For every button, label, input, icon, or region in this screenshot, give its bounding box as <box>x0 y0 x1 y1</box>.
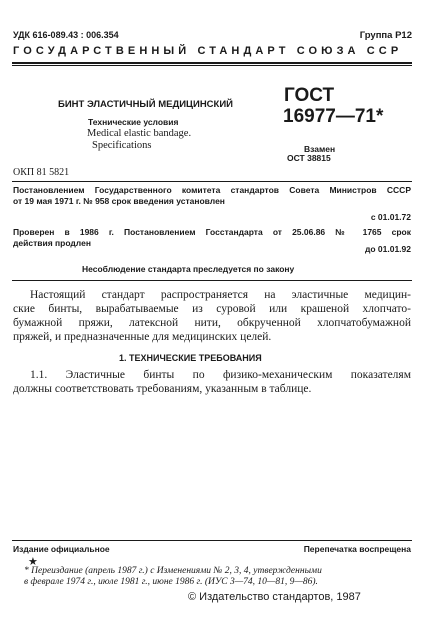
gost-label: ГОСТ <box>284 85 335 106</box>
reprint-notice: Перепечатка воспрещена <box>303 544 411 554</box>
state-standard-heading: ГОСУДАРСТВЕННЫЙ СТАНДАРТ СОЮЗА ССР <box>13 45 403 57</box>
section-line-2: должны соответствовать требованиям, указанным в таблице. <box>13 383 312 395</box>
intro-line-1: Настоящий стандарт распространяется на эластичные медицин- <box>30 289 411 301</box>
header-rule-thin <box>12 65 412 66</box>
header-rule-thick <box>12 62 412 64</box>
intro-line-4: пряжей, и предназначенные для медицинских целей. <box>13 331 272 343</box>
english-title-line1: Medical elastic bandage. <box>87 128 192 139</box>
checked-line1: Проверен в 1986 г. Постановлением Госстандарта от 25.06.86 № 1765 срок <box>13 227 411 237</box>
extended-date: до 01.01.92 <box>364 244 411 254</box>
law-notice: Несоблюдение стандарта преследуется по закону <box>82 264 295 274</box>
reissue-note-line2: в феврале 1974 г., июле 1981 г., июне 1986 г. (ИУС 3—74, 10—81, 9—86). <box>24 577 318 587</box>
footer-rule <box>12 540 412 541</box>
document-subtitle: Технические условия <box>88 117 179 127</box>
resolution-line1: Постановлением Государственного комитета стандартов Совета Министров СССР <box>13 185 411 195</box>
replaces-label: Взамен <box>304 144 336 154</box>
official-edition: Издание официальное <box>13 544 110 554</box>
checked-line2: действия продлен <box>13 238 91 248</box>
group-code: Группа Р12 <box>359 30 412 41</box>
okp-code: ОКП 81 5821 <box>13 167 70 178</box>
replaces-value: ОСТ 38815 <box>287 153 331 163</box>
section-line-1: 1.1. Эластичные бинты по физико-механическим показателям <box>30 369 411 381</box>
english-title-line2: Specifications <box>92 140 152 151</box>
resolution-line2: от 19 мая 1971 г. № 958 срок введения установлен <box>13 196 225 206</box>
section-heading: 1. ТЕХНИЧЕСКИЕ ТРЕБОВАНИЯ <box>119 353 262 363</box>
reissue-note-line1: * Переиздание (апрель 1987 г.) с Изменениями № 2, 3, 4, утвержденными <box>24 566 322 576</box>
title-rule <box>12 181 412 182</box>
udk-code: УДК 616-089.43 : 006.354 <box>13 30 119 40</box>
copyright: © Издательство стандартов, 1987 <box>188 591 361 603</box>
gost-number: 16977—71* <box>283 106 384 127</box>
effective-date: с 01.01.72 <box>370 212 411 222</box>
intro-line-3: бумажной пряжи, латексной нити, обкрученной хлопчатобумажной <box>13 317 411 329</box>
star-icon: ★ <box>28 555 38 568</box>
document-title: БИНТ ЭЛАСТИЧНЫЙ МЕДИЦИНСКИЙ <box>58 99 233 110</box>
resolution-rule <box>12 280 412 281</box>
intro-line-2: ские бинты, вырабатываемые из суровой или крашеной хлопчато- <box>13 303 411 315</box>
